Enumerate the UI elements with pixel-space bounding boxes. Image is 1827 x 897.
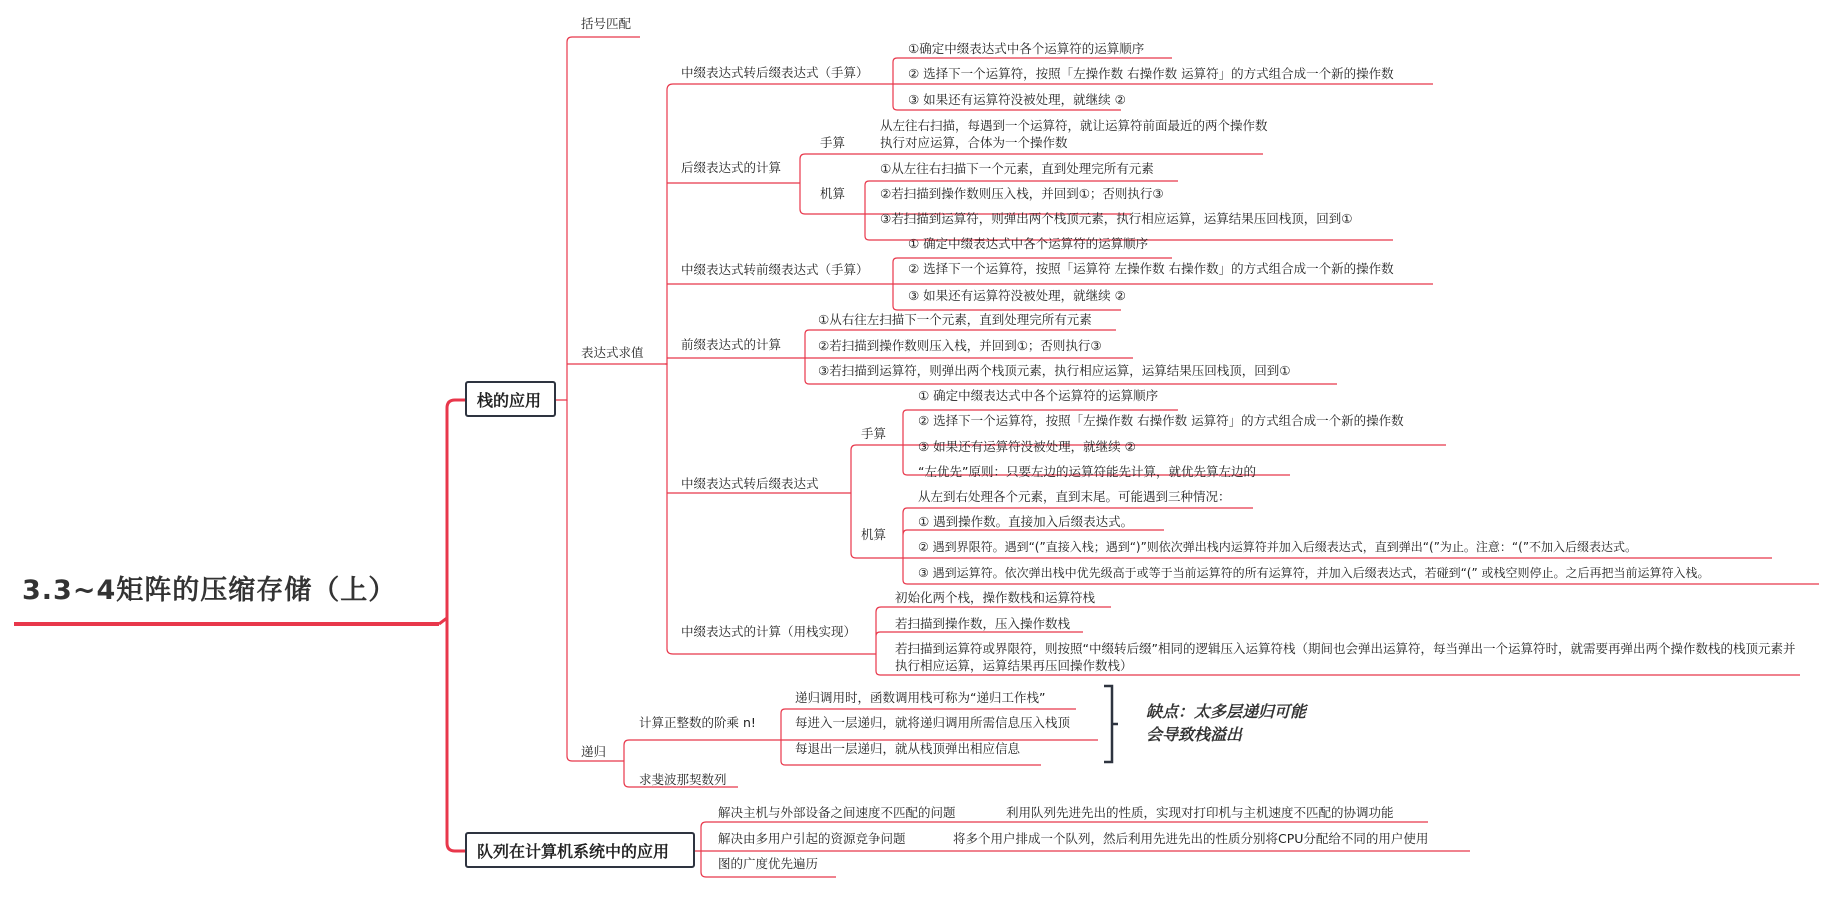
root-title: 3.3~4矩阵的压缩存储（上）	[22, 575, 397, 606]
in2post-node[interactable]: 中缀表达式转后缀表达式	[681, 476, 819, 491]
in2post-manual-step: ② 选择下一个运算符，按照「左操作数 右操作数 运算符」的方式组合成一个新的操作数	[908, 66, 1394, 81]
queue-apps-node[interactable]: 队列在计算机系统中的应用	[465, 832, 695, 868]
postfix-machine-step: ②若扫描到操作数则压入栈，并回到①；否则执行③	[880, 186, 1164, 201]
postfix-calc-node[interactable]: 后缀表达式的计算	[681, 160, 782, 175]
recursion-drawback-note: 缺点：太多层递归可能会导致栈溢出	[1146, 702, 1307, 744]
trunk-to-stack	[439, 400, 465, 624]
in2post-manual-node[interactable]: 中缀表达式转后缀表达式（手算）	[681, 65, 869, 80]
bracket-match-node[interactable]: 括号匹配	[581, 16, 632, 31]
factorial-item: 每进入一层递归，就将递归调用所需信息压入栈顶	[795, 715, 1071, 730]
infix-calc-step: 初始化两个栈，操作数栈和运算符栈	[895, 590, 1096, 605]
factorial-item: 递归调用时，函数调用栈可称为“递归工作栈”	[795, 690, 1046, 705]
in2pre-manual-step: ① 确定中缀表达式中各个运算符的运算顺序	[908, 236, 1149, 251]
factorial-node[interactable]: 计算正整数的阶乘 n!	[639, 715, 756, 730]
in2post-manual-sub-step: ② 选择下一个运算符，按照「左操作数 右操作数 运算符」的方式组合成一个新的操作数	[918, 413, 1404, 428]
in2post-machine-sub-step: ③ 遇到运算符。依次弹出栈中优先级高于或等于当前运算符的所有运算符，并加入后缀表达式，若碰到“(” 或栈空则停止。之后再把当前运算符入栈。	[918, 566, 1710, 580]
in2pre-manual-step: ③ 如果还有运算符没被处理，就继续 ②	[908, 288, 1126, 303]
queue-item-label[interactable]: 解决主机与外部设备之间速度不匹配的问题	[718, 805, 956, 820]
postfix-machine-step: ①从左往右扫描下一个元素，直到处理完所有元素	[880, 161, 1154, 176]
recursion-node[interactable]: 递归	[581, 744, 607, 759]
in2pre-manual-step: ② 选择下一个运算符，按照「运算符 左操作数 右操作数」的方式组合成一个新的操作数	[908, 261, 1394, 276]
factorial-item: 每退出一层递归，就从栈顶弹出相应信息	[795, 741, 1021, 756]
prefix-calc-node[interactable]: 前缀表达式的计算	[681, 337, 782, 352]
in2pre-manual-node[interactable]: 中缀表达式转前缀表达式（手算）	[681, 262, 869, 277]
in2post-machine-sub-step: 从左到右处理各个元素，直到末尾。可能遇到三种情况：	[918, 489, 1231, 504]
fibonacci-node[interactable]: 求斐波那契数列	[639, 772, 727, 787]
infix-calc-node[interactable]: 中缀表达式的计算（用栈实现）	[681, 624, 857, 639]
expr-eval-node[interactable]: 表达式求值	[581, 345, 644, 360]
in2post-manual-step: ①确定中缀表达式中各个运算符的运算顺序	[908, 41, 1145, 56]
recursion-bracket	[1104, 686, 1118, 762]
in2post-manual-step: ③ 如果还有运算符没被处理，就继续 ②	[908, 92, 1126, 107]
infix-calc-step: 若扫描到操作数，压入操作数栈	[895, 616, 1071, 631]
in2post-machine-sub-step: ② 遇到界限符。遇到“(”直接入栈；遇到“)”则依次弹出栈内运算符并加入后缀表达式，直到弹出“(”为止。注意：“(”不加入后缀表达式。	[918, 540, 1638, 554]
in2post-manual-sub-step: ③ 如果还有运算符没被处理，就继续 ②	[918, 439, 1136, 454]
infix-calc-step: 若扫描到运算符或界限符，则按照“中缀转后缀”相同的逻辑压入运算符栈（期间也会弹出运算符，每当弹出一个运算符时，就需要再弹出两个操作数栈的栈顶元素并执行相应运算，运算结果再压回操作数栈）	[895, 641, 1796, 673]
postfix-manual-text: 从左往右扫描，每遇到一个运算符，就让运算符前面最近的两个操作数执行对应运算，合体为一个操作数	[880, 118, 1268, 150]
queue-item-label[interactable]: 解决由多用户引起的资源竞争问题	[718, 831, 906, 846]
prefix-calc-step: ③若扫描到运算符，则弹出两个栈顶元素，执行相应运算，运算结果压回栈顶，回到①	[818, 363, 1291, 378]
in2post-machine-sub-step: ① 遇到操作数。直接加入后缀表达式。	[918, 514, 1134, 529]
trunk-to-queue	[447, 618, 465, 851]
postfix-machine-node[interactable]: 机算	[820, 186, 846, 201]
prefix-calc-step: ②若扫描到操作数则压入栈，并回到①；否则执行③	[818, 338, 1102, 353]
queue-item-detail: 将多个用户排成一个队列，然后利用先进先出的性质分别将CPU分配给不同的用户使用	[953, 831, 1429, 846]
postfix-manual-node[interactable]: 手算	[820, 135, 846, 150]
in2post-manual-sub-step: “左优先”原则：只要左边的运算符能先计算，就优先算左边的	[918, 464, 1256, 479]
prefix-calc-step: ①从右往左扫描下一个元素，直到处理完所有元素	[818, 312, 1092, 327]
queue-item-label[interactable]: 图的广度优先遍历	[718, 856, 819, 871]
stack-apps-node[interactable]: 栈的应用	[465, 381, 556, 417]
in2post-manual-sub-step: ① 确定中缀表达式中各个运算符的运算顺序	[918, 388, 1159, 403]
in2post-manual-sub-node[interactable]: 手算	[861, 426, 887, 441]
queue-item-detail: 利用队列先进先出的性质，实现对打印机与主机速度不匹配的协调功能	[1006, 805, 1394, 820]
in2post-machine-sub-node[interactable]: 机算	[861, 527, 887, 542]
postfix-machine-step: ③若扫描到运算符，则弹出两个栈顶元素，执行相应运算，运算结果压回栈顶，回到①	[880, 211, 1353, 226]
